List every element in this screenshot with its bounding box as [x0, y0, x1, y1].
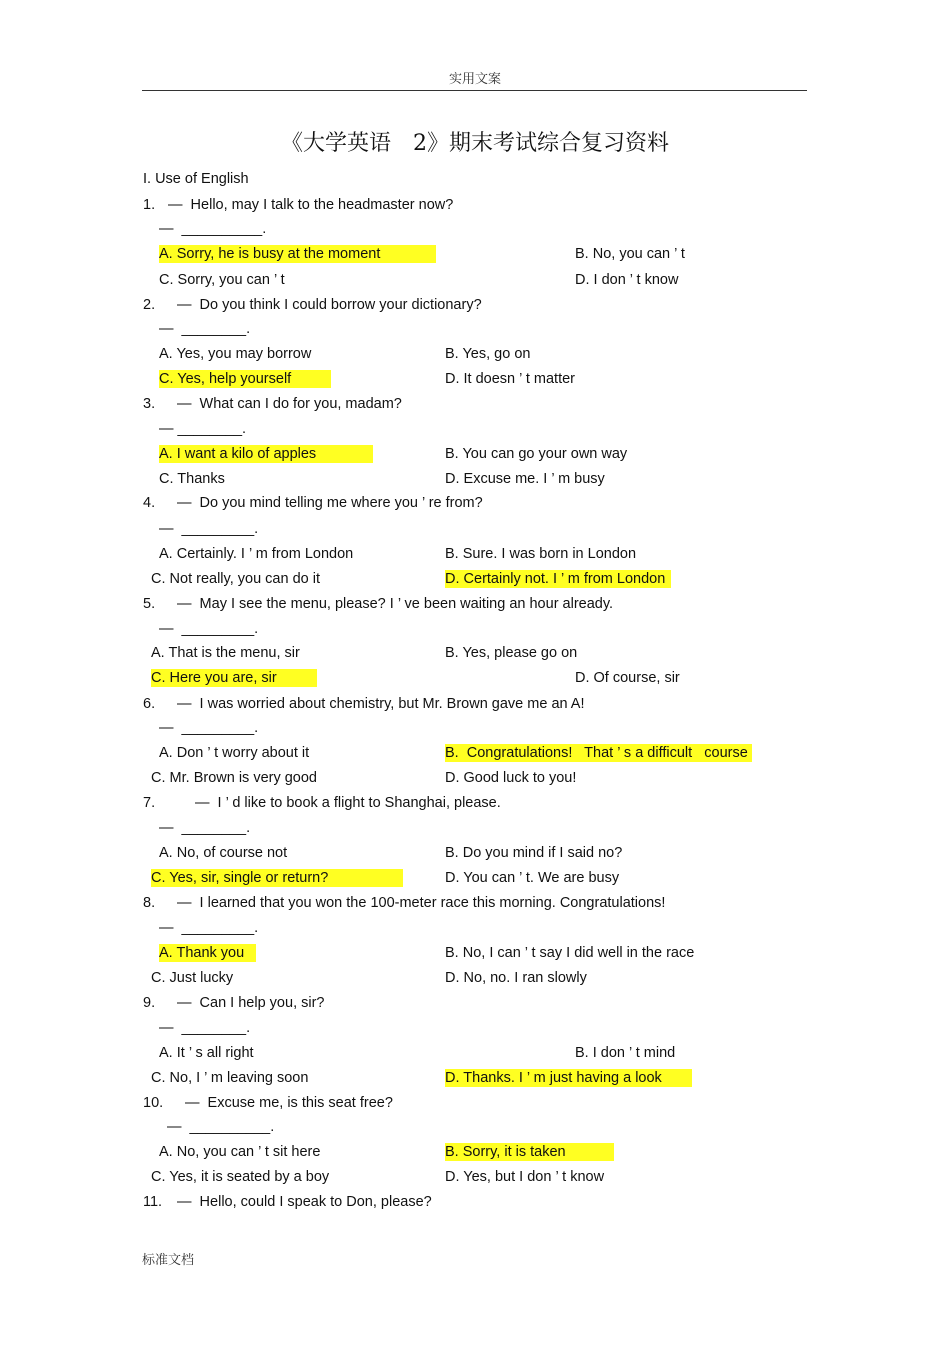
option-b: B. I don ’ t mind	[575, 1045, 676, 1061]
correct-answer-highlight: B. Sorry, it is taken	[445, 1143, 614, 1161]
question-prompt: — I learned that you won the 100-meter race this morning. Congratulations!	[177, 895, 666, 911]
question-number: 6.	[143, 696, 156, 712]
option-d: D. Of course, sir	[575, 670, 680, 686]
question-prompt: — I ’ d like to book a flight to Shanghai, please.	[195, 795, 501, 811]
option-a: A. Yes, you may borrow	[159, 346, 312, 362]
option-b: B. Do you mind if I said no?	[445, 845, 623, 861]
question-number: 3.	[143, 396, 156, 412]
option-a: A. No, of course not	[159, 845, 288, 861]
question-number: 2.	[143, 297, 156, 313]
option-a: A. No, you can ’ t sit here	[159, 1144, 321, 1160]
option-b: B. Sure. I was born in London	[445, 546, 637, 562]
answer-blank: — ________.	[159, 820, 251, 836]
option-c	[151, 869, 403, 887]
option-c: C. Just lucky	[151, 970, 234, 986]
option-a: A. Certainly. I ’ m from London	[159, 546, 354, 562]
correct-answer-highlight: D. Thanks. I ’ m just having a look	[445, 1069, 692, 1087]
option-a	[159, 245, 436, 263]
question-prompt: — Excuse me, is this seat free?	[185, 1095, 393, 1111]
answer-blank: — _________.	[159, 621, 259, 637]
question-prompt: — Do you think I could borrow your dictionary?	[177, 297, 482, 313]
option-b: B. You can go your own way	[445, 446, 628, 462]
answer-blank: — _________.	[159, 920, 259, 936]
page-footer: 标准文档	[142, 1253, 195, 1268]
correct-answer-highlight: A. Sorry, he is busy at the moment	[159, 245, 436, 263]
question-number: 8.	[143, 895, 156, 911]
correct-answer-highlight: B. Congratulations! That ’ s a difficult course	[445, 744, 752, 762]
question-prompt: — Hello, could I speak to Don, please?	[177, 1194, 432, 1210]
correct-answer-highlight: C. Yes, sir, single or return?	[151, 869, 403, 887]
answer-blank: — __________.	[159, 221, 267, 237]
option-a: A. It ’ s all right	[159, 1045, 254, 1061]
question-number: 9.	[143, 995, 156, 1011]
option-a: A. Don ’ t worry about it	[159, 745, 310, 761]
option-d: D. No, no. I ran slowly	[445, 970, 587, 986]
option-d	[445, 570, 671, 588]
option-b: B. Yes, go on	[445, 346, 531, 362]
option-a	[159, 944, 256, 962]
option-b: B. Yes, please go on	[445, 645, 578, 661]
question-number: 7.	[143, 795, 156, 811]
option-d: D. You can ’ t. We are busy	[445, 870, 620, 886]
option-c	[151, 669, 317, 687]
answer-blank: — _________.	[159, 521, 259, 537]
correct-answer-highlight: A. Thank you	[159, 944, 256, 962]
option-c: C. Sorry, you can ’ t	[159, 272, 285, 288]
option-a	[159, 445, 373, 463]
question-number: 5.	[143, 596, 156, 612]
question-number: 11.	[143, 1194, 163, 1210]
option-c	[159, 370, 331, 388]
answer-blank: — ________.	[159, 421, 247, 437]
question-number: 10.	[143, 1095, 164, 1111]
option-c: C. Yes, it is seated by a boy	[151, 1169, 330, 1185]
question-number: 1.	[143, 197, 156, 213]
correct-answer-highlight: C. Yes, help yourself	[159, 370, 331, 388]
correct-answer-highlight: C. Here you are, sir	[151, 669, 317, 687]
option-a: A. That is the menu, sir	[151, 645, 300, 661]
option-d: D. Yes, but I don ’ t know	[445, 1169, 605, 1185]
question-prompt: — Do you mind telling me where you ’ re from?	[177, 495, 483, 511]
answer-blank: — __________.	[167, 1119, 275, 1135]
option-d: D. It doesn ’ t matter	[445, 371, 576, 387]
page-header: 实用文案	[448, 72, 501, 87]
option-d: D. Excuse me. I ’ m busy	[445, 471, 605, 487]
answer-blank: — _________.	[159, 720, 259, 736]
option-c: C. Not really, you can do it	[151, 571, 320, 587]
option-b: B. No, I can ’ t say I did well in the race	[445, 945, 695, 961]
option-d	[445, 1069, 692, 1087]
option-b	[445, 1143, 614, 1161]
correct-answer-highlight: A. I want a kilo of apples	[159, 445, 373, 463]
header-divider	[142, 90, 807, 91]
document-title: 《大学英语 2》期末考试综合复习资料	[281, 131, 669, 156]
question-prompt: — Can I help you, sir?	[177, 995, 325, 1011]
option-b	[445, 744, 752, 762]
option-d: D. I don ’ t know	[575, 272, 679, 288]
option-c: C. No, I ’ m leaving soon	[151, 1070, 309, 1086]
option-b: B. No, you can ’ t	[575, 246, 685, 262]
option-d: D. Good luck to you!	[445, 770, 577, 786]
option-c: C. Thanks	[159, 471, 225, 487]
question-number: 4.	[143, 495, 156, 511]
correct-answer-highlight: D. Certainly not. I ’ m from London	[445, 570, 671, 588]
answer-blank: — ________.	[159, 321, 251, 337]
section-heading: I. Use of English	[143, 171, 249, 187]
question-prompt: — I was worried about chemistry, but Mr. Brown gave me an A!	[177, 696, 585, 712]
option-c: C. Mr. Brown is very good	[151, 770, 317, 786]
answer-blank: — ________.	[159, 1020, 251, 1036]
question-prompt: — What can I do for you, madam?	[177, 396, 402, 412]
question-prompt: — Hello, may I talk to the headmaster now?	[168, 197, 454, 213]
question-prompt: — May I see the menu, please? I ’ ve been waiting an hour already.	[177, 596, 614, 612]
